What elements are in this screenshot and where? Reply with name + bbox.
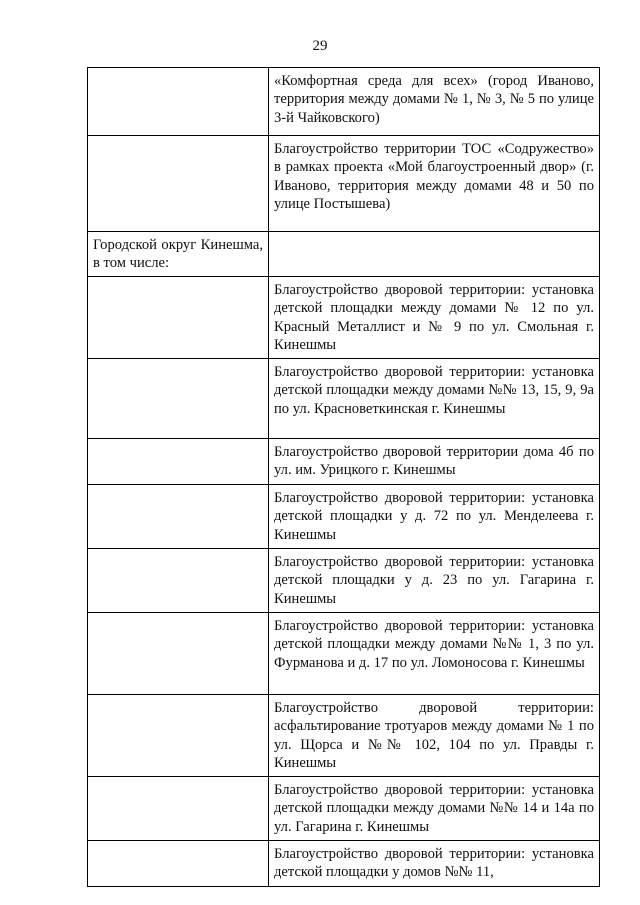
table-cell-left bbox=[88, 776, 269, 840]
table-cell-right: Благоустройство дворовой территории: асфальтирование тротуаров между домами № 1 по ул. Щорса и №№ 102, 104 по ул. Правды г. Кинешмы bbox=[269, 694, 600, 776]
table-cell-left bbox=[88, 438, 269, 484]
table-cell-left bbox=[88, 548, 269, 612]
table-cell-right: Благоустройство дворовой территории: установка детской площадки между домами №№ 1, 3 по ул. Фурманова и д. 17 по ул. Ломоносова г. Кинешмы bbox=[269, 612, 600, 694]
table-cell-right: «Комфортная среда для всех» (город Иваново, территория между домами № 1, № 3, № 5 по улице 3-й Чайковского) bbox=[269, 68, 600, 136]
table-cell-left bbox=[88, 68, 269, 136]
table-cell-left bbox=[88, 136, 269, 232]
table-cell-left: Городской округ Кинешма, в том числе: bbox=[88, 232, 269, 277]
table-row bbox=[88, 68, 600, 136]
table-cell-right bbox=[269, 232, 600, 277]
table-cell-right: Благоустройство дворовой территории: установка детской площадки между домами №№ 13, 15, 9, 9а по ул. Красноветкинская г. Кинешмы bbox=[269, 358, 600, 438]
table-row bbox=[88, 232, 600, 277]
table-row bbox=[88, 484, 600, 548]
table-row bbox=[88, 276, 600, 358]
table-row bbox=[88, 438, 600, 484]
table-cell-right: Благоустройство дворовой территории: установка детской площадки у домов №№ 11, bbox=[269, 840, 600, 886]
table-cell-left bbox=[88, 694, 269, 776]
program-table bbox=[87, 67, 600, 887]
table-row bbox=[88, 358, 600, 438]
table-row bbox=[88, 136, 600, 232]
table-cell-left bbox=[88, 276, 269, 358]
table-cell-right: Благоустройство дворовой территории: установка детской площадки между домами №№ 14 и 14а по ул. Гагарина г. Кинешмы bbox=[269, 776, 600, 840]
table-row bbox=[88, 548, 600, 612]
table-cell-left bbox=[88, 840, 269, 886]
page-number: 29 bbox=[312, 38, 328, 54]
table-row bbox=[88, 776, 600, 840]
table-row bbox=[88, 612, 600, 694]
table-cell-left bbox=[88, 484, 269, 548]
table-cell-right: Благоустройство дворовой территории: установка детской площадки у д. 23 по ул. Гагарина г. Кинешмы bbox=[269, 548, 600, 612]
table-cell-left bbox=[88, 612, 269, 694]
table-row bbox=[88, 694, 600, 776]
table-cell-right: Благоустройство дворовой территории: установка детской площадки между домами № 12 по ул. Красный Металлист и № 9 по ул. Смольная г. Кинешмы bbox=[269, 276, 600, 358]
table-cell-left bbox=[88, 358, 269, 438]
table-cell-right: Благоустройство территории ТОС «Содружество» в рамках проекта «Мой благоустроенный двор» (г. Иваново, территория между домами 48 и 50 по улице Постышева) bbox=[269, 136, 600, 232]
table-row bbox=[88, 840, 600, 886]
table-cell-right: Благоустройство дворовой территории: установка детской площадки у д. 72 по ул. Менделеева г. Кинешмы bbox=[269, 484, 600, 548]
table-cell-right: Благоустройство дворовой территории дома 4б по ул. им. Урицкого г. Кинешмы bbox=[269, 438, 600, 484]
